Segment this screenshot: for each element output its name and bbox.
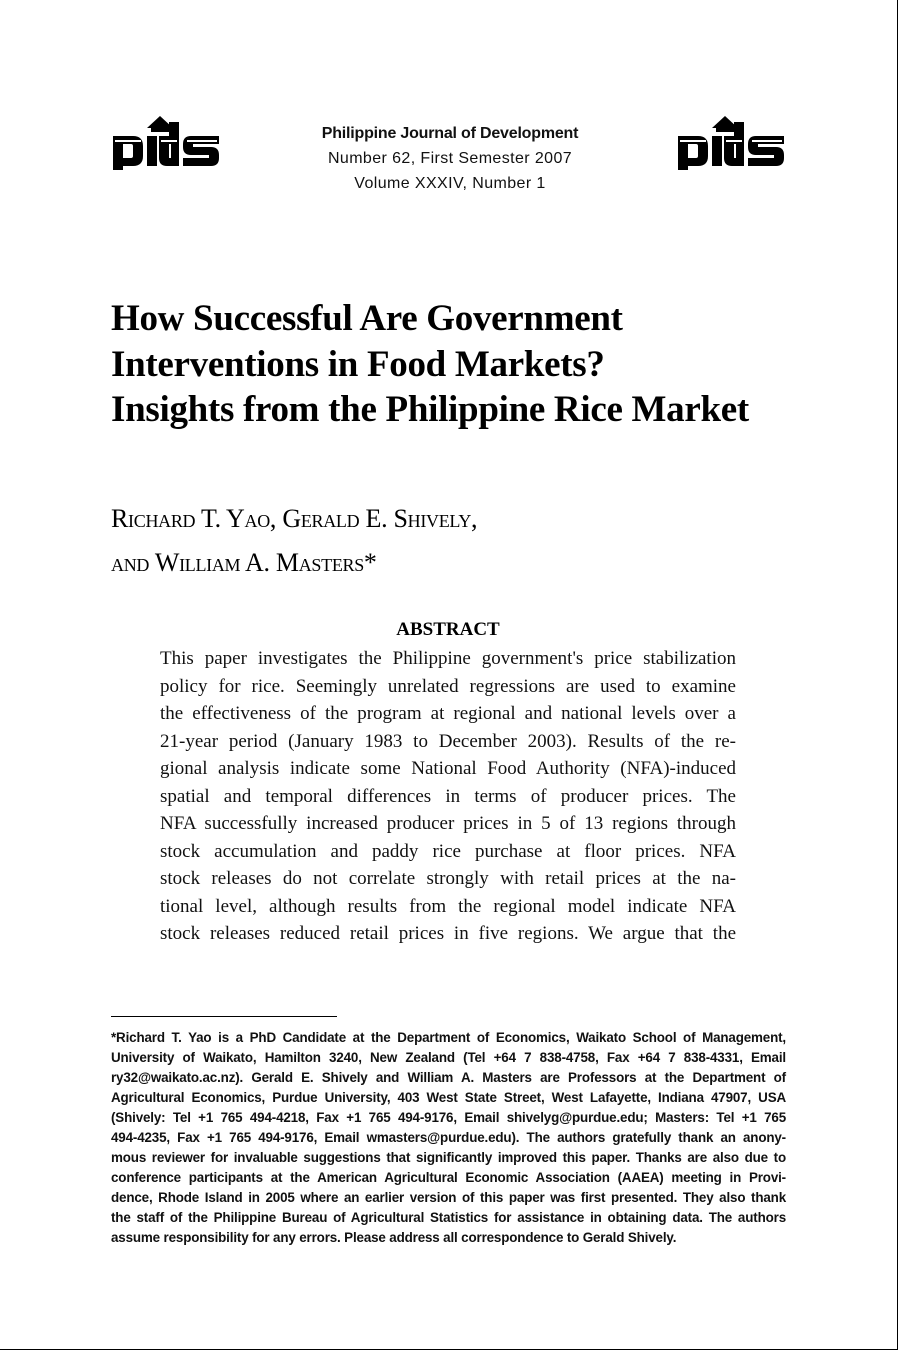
abstract-line: stock releases do not correlate strongly with retail prices at the na- <box>160 868 736 889</box>
pids-logo-icon <box>676 114 788 170</box>
footnote-line: University of Waikato, Hamilton 3240, New Zealand (Tel +64 7 838-4758, Fax +64 7 838-4331, Email <box>111 1050 786 1065</box>
abstract-body <box>160 645 736 948</box>
footnote-line: assume responsibility for any errors. Please address all correspondence to Gerald Shively. <box>111 1230 677 1245</box>
abstract-line: 21-year period (January 1983 to December 2003). Results of the re- <box>160 730 736 752</box>
journal-header <box>300 122 600 196</box>
pids-logo-left <box>111 114 223 170</box>
pids-logo-right <box>676 114 788 170</box>
journal-issue: Number 62, First Semester 2007 <box>327 150 573 167</box>
footnote-line: mous reviewer for invaluable suggestions that significantly improved this paper. Thanks are also due to <box>111 1150 786 1165</box>
footnote-line: *Richard T. Yao is a PhD Candidate at the Department of Economics, Waikato School of Management, <box>111 1030 786 1045</box>
title-line: How Successful Are Government <box>111 298 623 339</box>
title-line: Interventions in Food Markets? <box>111 343 605 385</box>
footnote-line: (Shively: Tel +1 765 494-4218, Fax +1 765 494-9176, Email shivelyg@purdue.edu; Masters: Tel +1 765 <box>111 1110 786 1125</box>
journal-volume: Volume XXXIV, Number 1 <box>354 175 546 192</box>
author-line: and William A. Masters* <box>111 548 377 577</box>
abstract-line: This paper investigates the Philippine government's price stabilization <box>160 648 736 669</box>
footnote-rule <box>111 1016 337 1017</box>
footnote-line: dence, Rhode Island in 2005 where an earlier version of this paper was first presented. They also thank <box>111 1190 786 1205</box>
abstract-line: tional level, although results from the regional model indicate NFA <box>160 895 736 917</box>
footnote-line: ry32@waikato.ac.nz). Gerald E. Shively and William A. Masters are Professors at the Department of <box>111 1070 786 1085</box>
author-footnote <box>111 1028 786 1248</box>
abstract-line: stock accumulation and paddy rice purchase at floor prices. NFA <box>160 840 736 862</box>
pids-logo-icon <box>111 114 223 170</box>
abstract-line: the effectiveness of the program at regional and national levels over a <box>160 703 736 724</box>
title-line: Insights from the Philippine Rice Market <box>111 389 749 430</box>
abstract-line: stock releases reduced retail prices in five regions. We argue that the <box>160 923 736 944</box>
journal-name: Philippine Journal of Development <box>321 125 579 142</box>
footnote-line: 494-4235, Fax +1 765 494-9176, Email wmasters@purdue.edu). The authors gratefully thank an anony- <box>111 1130 786 1145</box>
paper-title <box>111 296 831 433</box>
footnote-line: the staff of the Philippine Bureau of Agricultural Statistics for assistance in obtaining data. The authors <box>111 1210 786 1225</box>
abstract-line: spatial and temporal differences in terms of producer prices. The <box>160 785 736 807</box>
footnote-line: Agricultural Economics, Purdue University, 403 West State Street, West Lafayette, Indiana 47907, USA <box>111 1090 786 1105</box>
abstract-heading: ABSTRACT <box>396 619 500 640</box>
author-line: Richard T. Yao, Gerald E. Shively, <box>111 504 478 533</box>
footnote-line: conference participants at the American Agricultural Economic Association (AAEA) meeting in Provi- <box>111 1170 786 1185</box>
abstract-line: gional analysis indicate some National Food Authority (NFA)-induced <box>160 758 736 779</box>
abstract-line: policy for rice. Seemingly unrelated regressions are used to examine <box>160 675 736 697</box>
paper-authors <box>111 497 811 585</box>
abstract-line: NFA successfully increased producer prices in 5 of 13 regions through <box>160 813 736 834</box>
